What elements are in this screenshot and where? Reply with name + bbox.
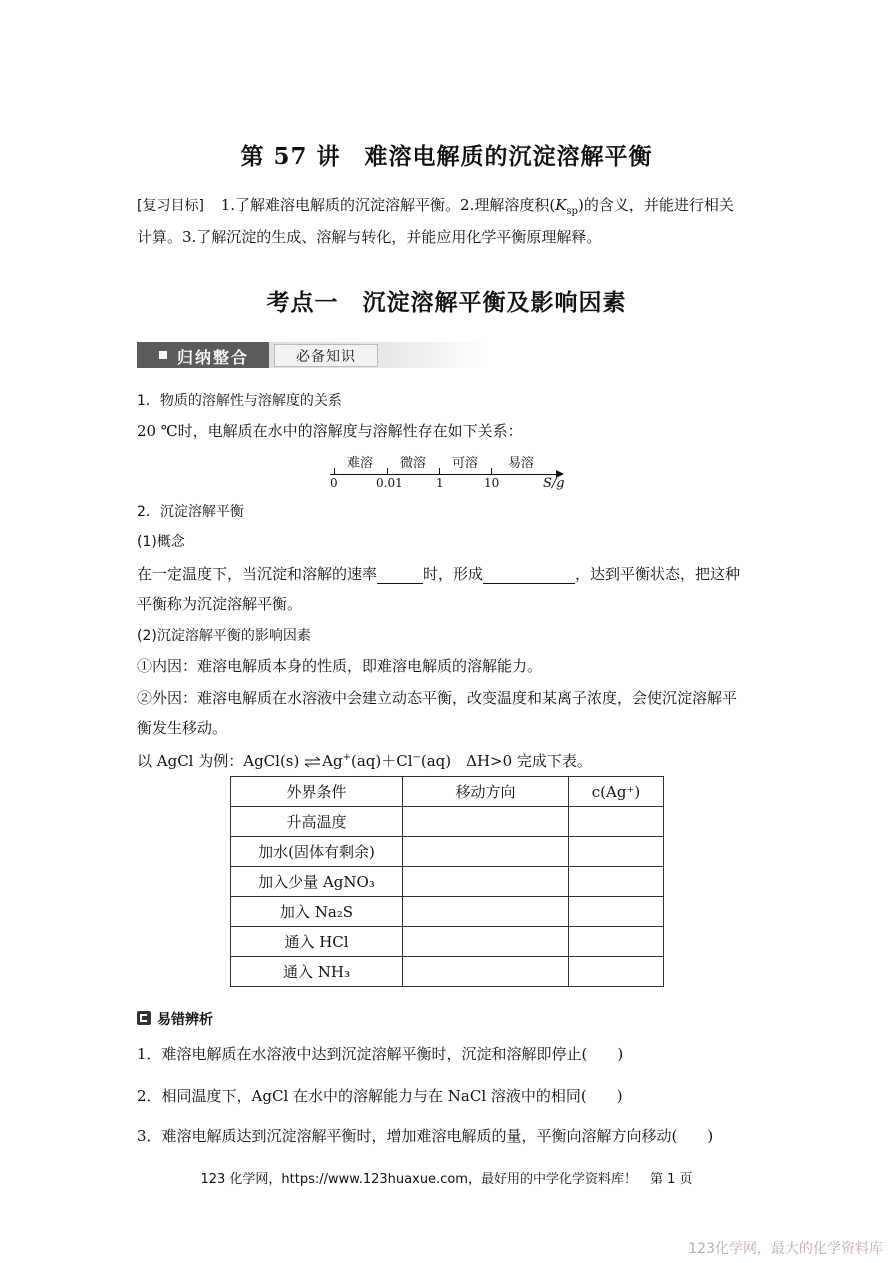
table-row xyxy=(231,837,664,867)
scale-axis xyxy=(330,474,558,475)
example-text-d: (aq) ΔH>0 完成下表。 xyxy=(420,752,592,770)
page-footer: 123 化学网，https://www.123huaxue.com，最好用的中学化学资料库！ 第 1 页 xyxy=(200,1172,693,1187)
table-header-row xyxy=(231,777,664,807)
table-header: c(Ag⁺) xyxy=(569,777,664,807)
minus-charge: − xyxy=(412,752,421,763)
example-text-a: 以 AgCl 为例：AgCl(s) xyxy=(137,752,300,770)
review-goals xyxy=(137,195,734,222)
scale-tick-label: 0 xyxy=(330,476,338,490)
direction-cell[interactable] xyxy=(403,957,569,987)
condition-cell: 通入 NH₃ xyxy=(231,957,403,987)
mistake-item: 1．难溶电解质在水溶液中达到沉淀溶解平衡时，沉淀和溶解即停止( ) xyxy=(137,1045,624,1063)
review-goals-line2: 计算。3.了解沉淀的生成、溶解与转化，并能应用化学平衡原理解释。 xyxy=(137,228,602,246)
s2-sub2: (2)沉淀溶解平衡的影响因素 xyxy=(137,628,311,644)
direction-cell[interactable] xyxy=(403,837,569,867)
scale-tick xyxy=(439,468,440,474)
concept-text-c: ，达到平衡状态，把这种 xyxy=(575,565,741,583)
goals-text-1a: 1.了解难溶电解质的沉淀溶解平衡。2.理解溶度积( xyxy=(220,196,556,214)
plus-charge: + xyxy=(342,752,351,763)
s1-intro: 20 ℃时，电解质在水中的溶解度与溶解性存在如下关系： xyxy=(137,422,523,440)
equilibrium-arrow-icon xyxy=(304,756,322,768)
concentration-cell[interactable] xyxy=(569,957,664,987)
mistakes-heading: 易错辨析 xyxy=(157,1012,213,1028)
goals-text-1b: )的含义，并能进行相关 xyxy=(577,196,734,214)
example-text-b: Ag xyxy=(322,752,343,770)
condition-cell: 加水(固体有剩余) xyxy=(231,837,403,867)
s2-concept-line1 xyxy=(137,564,740,584)
banner-label-knowledge: 必备知识 xyxy=(296,349,356,365)
table-row xyxy=(231,897,664,927)
condition-cell: 加入少量 AgNO₃ xyxy=(231,867,403,897)
scale-label: 微溶 xyxy=(400,456,427,471)
concentration-cell[interactable] xyxy=(569,897,664,927)
table-row xyxy=(231,807,664,837)
concentration-cell[interactable] xyxy=(569,807,664,837)
conditions-table xyxy=(230,776,664,987)
mistake-item: 2．相同温度下，AgCl 在水中的溶解能力与在 NaCl 溶液中的相同( ) xyxy=(137,1087,623,1105)
internal-factor: ①内因：难溶电解质本身的性质，即难溶电解质的溶解能力。 xyxy=(137,657,543,675)
condition-cell: 加入 Na₂S xyxy=(231,897,403,927)
s1-heading: 1．物质的溶解性与溶解度的关系 xyxy=(137,393,342,409)
answer-blank[interactable] xyxy=(377,567,423,584)
scale-tick xyxy=(387,468,388,474)
section-banner xyxy=(137,342,487,368)
table-row xyxy=(231,957,664,987)
scale-label: 难溶 xyxy=(347,456,374,471)
ksp-subscript: sp xyxy=(566,206,578,217)
condition-cell: 升高温度 xyxy=(231,807,403,837)
direction-cell[interactable] xyxy=(403,867,569,897)
external-factor-line2: 衡发生移动。 xyxy=(137,719,228,737)
scale-tick-label: 1 xyxy=(436,476,444,490)
example-text-c: (aq)＋Cl xyxy=(350,752,413,770)
scale-label: 可溶 xyxy=(452,456,479,471)
concept-text-b: 时，形成 xyxy=(423,565,484,583)
concentration-cell[interactable] xyxy=(569,927,664,957)
direction-cell[interactable] xyxy=(403,897,569,927)
lecture-title: 第 57 讲 难溶电解质的沉淀溶解平衡 xyxy=(240,143,653,170)
s2-sub1: (1)概念 xyxy=(137,534,185,550)
table-header: 外界条件 xyxy=(231,777,403,807)
mistake-item: 3．难溶电解质达到沉淀溶解平衡时，增加难溶电解质的量，平衡向溶解方向移动( ) xyxy=(137,1127,714,1145)
condition-cell: 通入 HCl xyxy=(231,927,403,957)
concentration-cell[interactable] xyxy=(569,867,664,897)
answer-blank[interactable] xyxy=(483,567,575,584)
external-factor-line1: ②外因：难溶电解质在水溶液中会建立动态平衡，改变温度和某离子浓度，会使沉淀溶解平 xyxy=(137,689,738,707)
scale-tick xyxy=(334,468,335,474)
concentration-cell[interactable] xyxy=(569,837,664,867)
square-bullet-icon xyxy=(159,351,167,359)
table-row xyxy=(231,927,664,957)
direction-cell[interactable] xyxy=(403,927,569,957)
ksp-symbol: K xyxy=(555,196,567,214)
watermark: 123化学网，最大的化学资料库 xyxy=(688,1241,883,1257)
mistake-analysis-icon xyxy=(137,1011,151,1025)
example-equation xyxy=(137,748,592,771)
scale-tick xyxy=(491,468,492,474)
s2-heading: 2．沉淀溶解平衡 xyxy=(137,504,244,520)
banner-label-summary: 归纳整合 xyxy=(177,348,250,367)
direction-cell[interactable] xyxy=(403,807,569,837)
s2-concept-line2: 平衡称为沉淀溶解平衡。 xyxy=(137,595,303,613)
table-header: 移动方向 xyxy=(403,777,569,807)
goals-label: [复习目标] xyxy=(137,198,204,214)
table-row xyxy=(231,867,664,897)
scale-unit: S/g xyxy=(543,476,565,491)
section-title: 考点一 沉淀溶解平衡及影响因素 xyxy=(266,289,627,316)
concept-text-a: 在一定温度下，当沉淀和溶解的速率 xyxy=(137,565,378,583)
scale-tick-label: 0.01 xyxy=(376,476,403,490)
scale-tick-label: 10 xyxy=(484,476,500,490)
scale-label: 易溶 xyxy=(508,456,535,471)
